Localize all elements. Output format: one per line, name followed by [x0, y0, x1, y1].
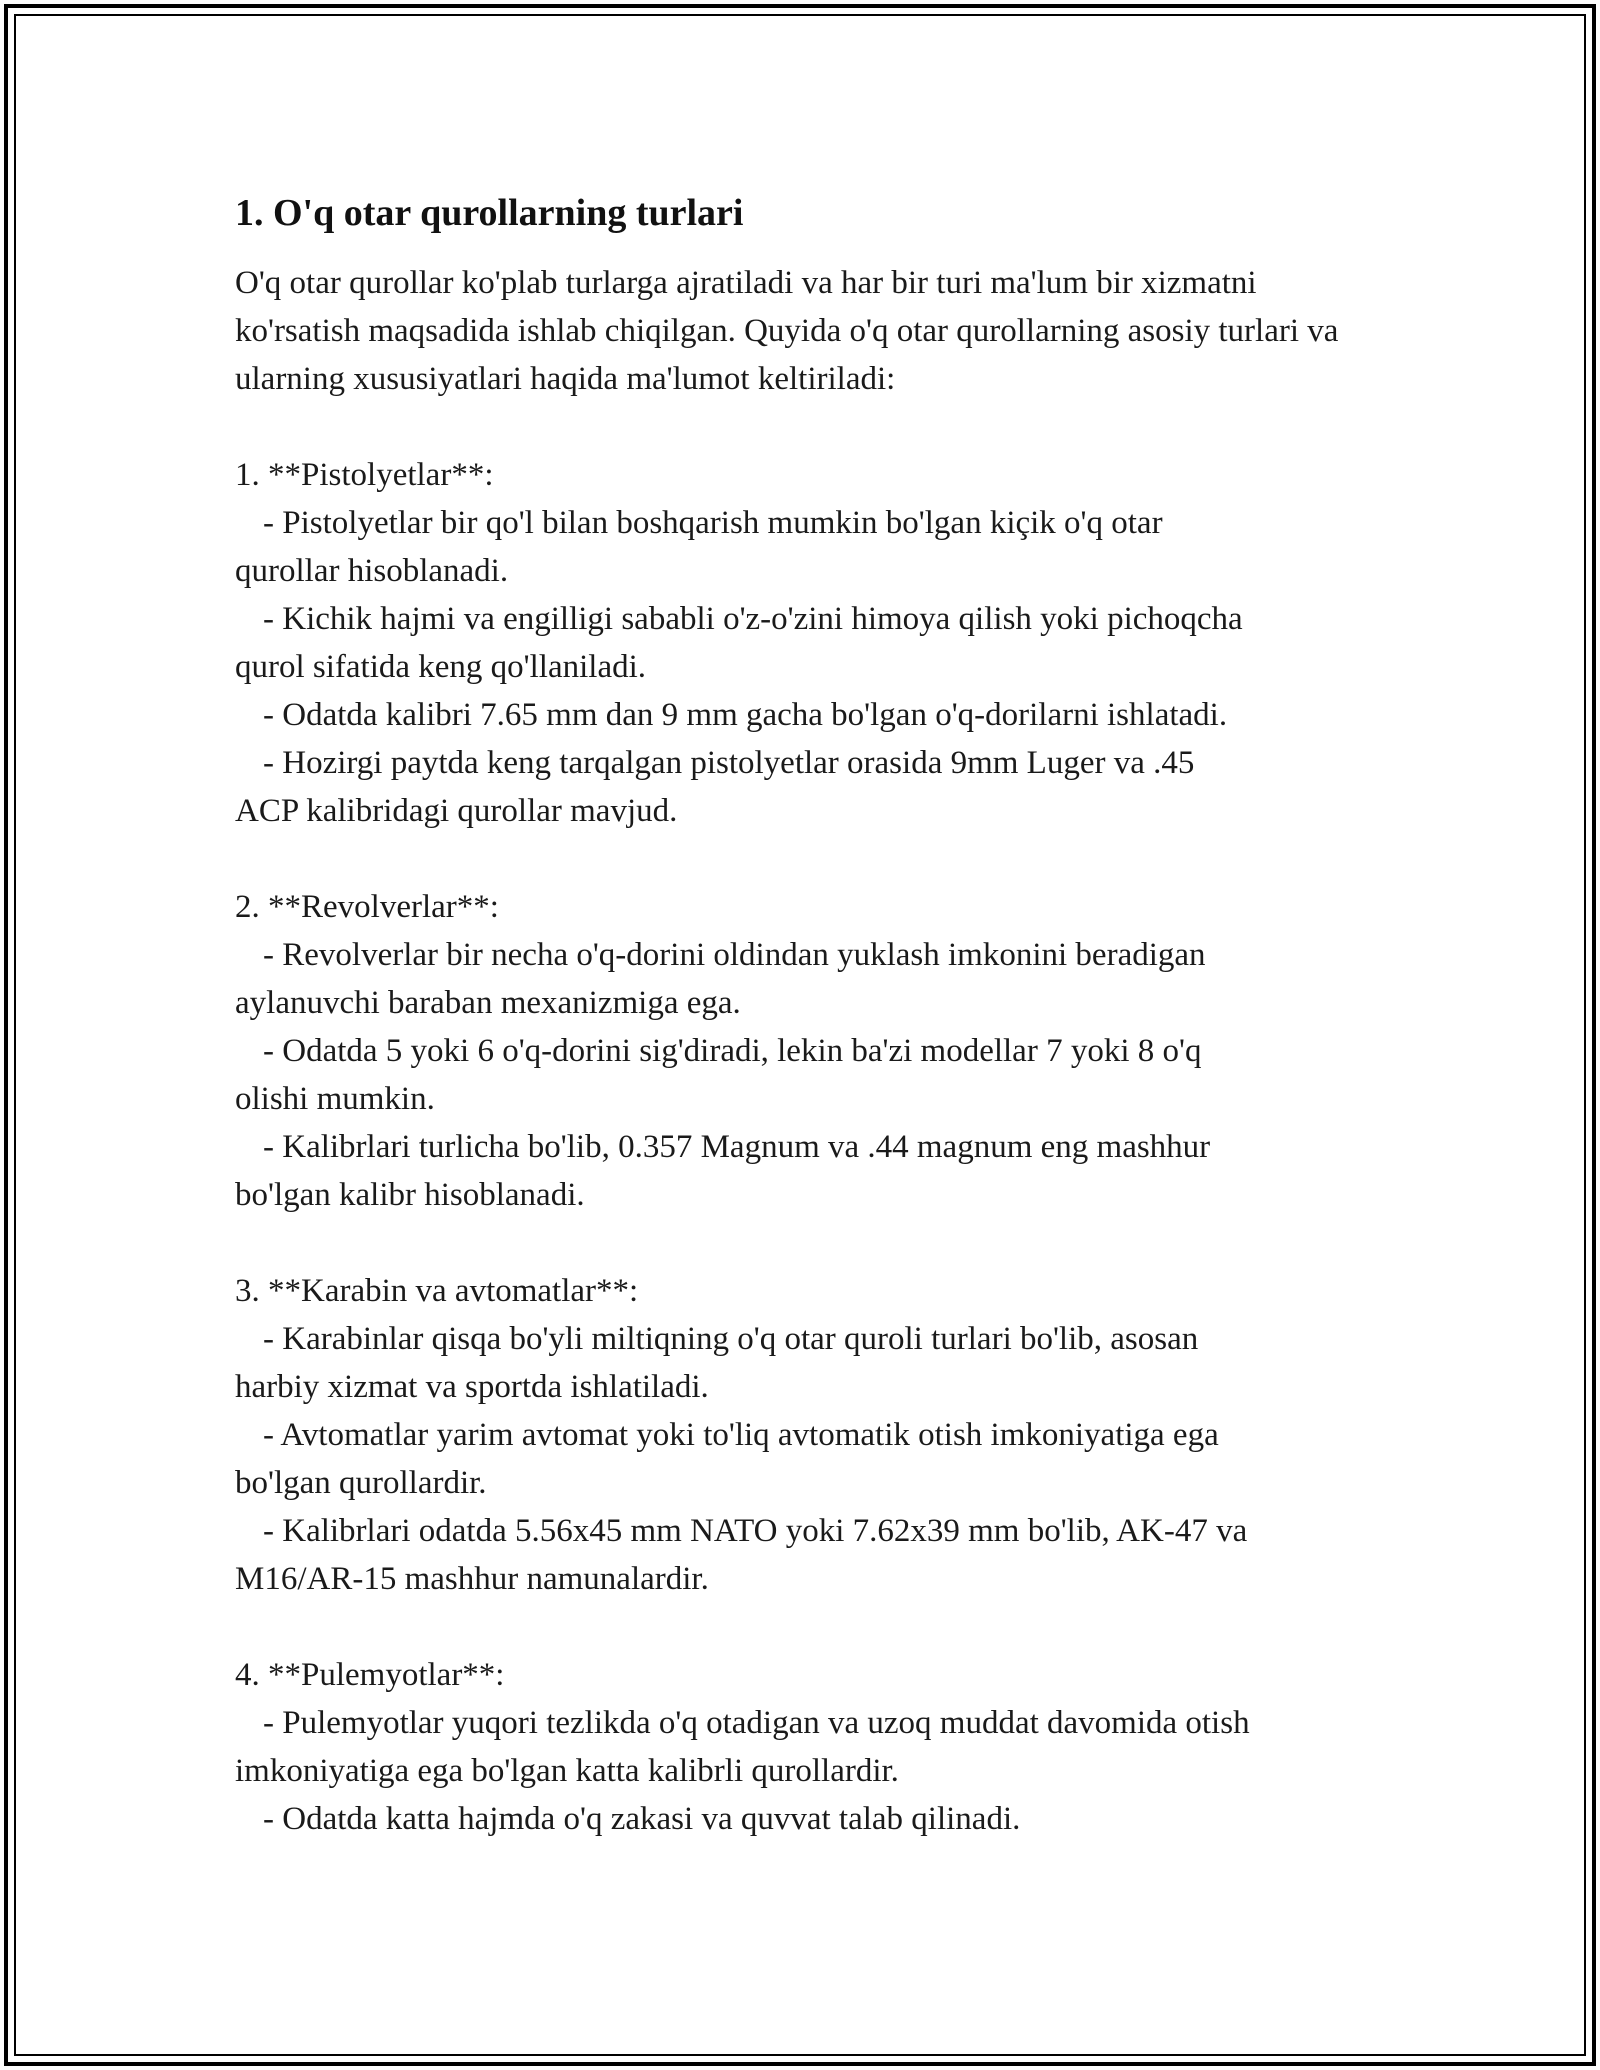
section-heading: 2. **Revolverlar**:	[235, 889, 499, 925]
bullet-line: - Avtomatlar yarim avtomat yoki to'liq avtomatik otish imkoniyatiga ega	[263, 1417, 1219, 1453]
bullet-line: - Odatda katta hajmda o'q zakasi va quvvat talab qilinadi.	[263, 1801, 1021, 1837]
bullet-continuation: qurollar hisoblanadi.	[235, 553, 509, 589]
bullet-line: - Pulemyotlar yuqori tezlikda o'q otadigan va uzoq muddat davomida otish	[263, 1705, 1250, 1741]
section-3	[235, 1267, 1375, 1603]
document-body	[235, 185, 1375, 1843]
bullet-line: - Revolverlar bir necha o'q-dorini oldindan yuklash imkonini beradigan	[263, 937, 1206, 973]
bullet-line: - Pistolyetlar bir qo'l bilan boshqarish mumkin bo'lgan kiçik o'q otar	[263, 505, 1163, 541]
bullet-continuation: aylanuvchi baraban mexanizmiga ega.	[235, 985, 741, 1021]
bullet-line: - Kalibrlari turlicha bo'lib, 0.357 Magnum va .44 magnum eng mashhur	[263, 1129, 1211, 1165]
bullet-continuation: imkoniyatiga ega bo'lgan katta kalibrli qurollardir.	[235, 1753, 899, 1789]
bullet-line: - Kalibrlari odatda 5.56x45 mm NATO yoki 7.62x39 mm bo'lib, AK-47 va	[263, 1513, 1248, 1549]
section-heading: 3. **Karabin va avtomatlar**:	[235, 1273, 639, 1309]
section-heading: 1. **Pistolyetlar**:	[235, 457, 494, 493]
bullet-line: - Odatda kalibri 7.65 mm dan 9 mm gacha bo'lgan o'q-dorilarni ishlatadi.	[263, 697, 1228, 733]
bullet-continuation: ACP kalibridagi qurollar mavjud.	[235, 793, 678, 829]
sections-container	[235, 451, 1375, 1843]
document-title: 1. O'q otar qurollarning turlari	[235, 192, 744, 234]
section-2	[235, 883, 1375, 1219]
section-4	[235, 1651, 1375, 1843]
bullet-continuation: qurol sifatida keng qo'llaniladi.	[235, 649, 647, 685]
bullet-continuation: olishi mumkin.	[235, 1081, 435, 1117]
intro-paragraph: O'q otar qurollar ko'plab turlarga ajratiladi va har bir turi ma'lum bir xizmatni ko'rsatish maqsadida ishlab chiqilgan. Quyida o'q otar qurollarning asosiy turlari va ularning xususiyatlari haqida ma'lumot keltiriladi:	[235, 265, 1347, 397]
bullet-line: - Kichik hajmi va engilligi sababli o'z-o'zini himoya qilish yoki pichoqcha	[263, 601, 1243, 637]
section-heading: 4. **Pulemyotlar**:	[235, 1657, 505, 1693]
bullet-line: - Hozirgi paytda keng tarqalgan pistolyetlar orasida 9mm Luger va .45	[263, 745, 1195, 781]
bullet-continuation: bo'lgan qurollardir.	[235, 1465, 487, 1501]
bullet-continuation: bo'lgan kalibr hisoblanadi.	[235, 1177, 585, 1213]
bullet-line: - Odatda 5 yoki 6 o'q-dorini sig'diradi, lekin ba'zi modellar 7 yoki 8 o'q	[263, 1033, 1202, 1069]
bullet-continuation: harbiy xizmat va sportda ishlatiladi.	[235, 1369, 709, 1405]
section-1	[235, 451, 1375, 835]
bullet-continuation: M16/AR-15 mashhur namunalardir.	[235, 1561, 709, 1597]
bullet-line: - Karabinlar qisqa bo'yli miltiqning o'q otar quroli turlari bo'lib, asosan	[263, 1321, 1199, 1357]
